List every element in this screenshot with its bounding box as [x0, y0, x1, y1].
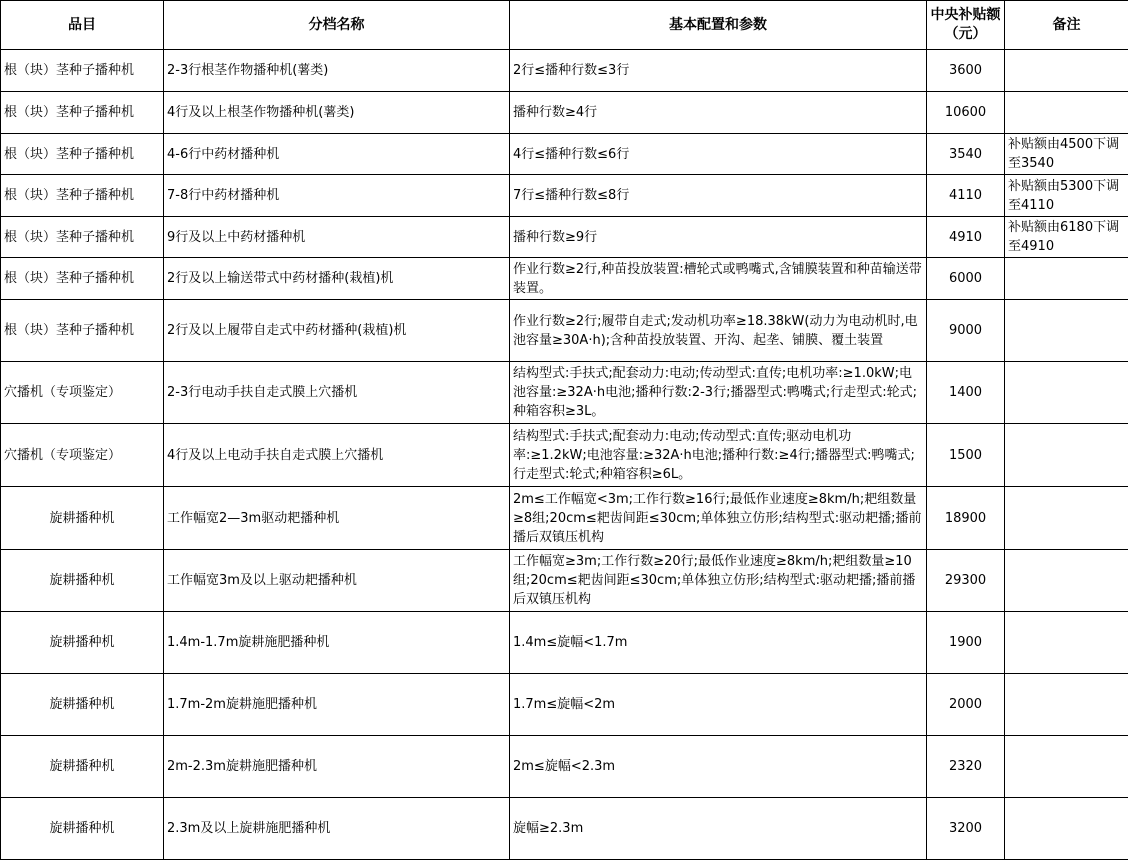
spec-cell: 结构型式:手扶式;配套动力:电动;传动型式:直传;电机功率:≥1.0kW;电池容量:≥32A·h电池;播种行数:2-3行;播器型式:鸭嘴式;行走型式:轮式;种箱容积≥3L。: [510, 362, 927, 424]
category-cell: 旋耕播种机: [1, 550, 164, 612]
note-cell: [1005, 674, 1128, 736]
note-cell: [1005, 92, 1128, 134]
category-cell: 根（块）茎种子播种机: [1, 92, 164, 134]
note-cell: [1005, 550, 1128, 612]
name-cell: 2-3行根茎作物播种机(薯类): [164, 50, 510, 92]
category-cell: 穴播机（专项鉴定）: [1, 424, 164, 487]
category-cell: 根（块）茎种子播种机: [1, 258, 164, 300]
subsidy-cell: 10600: [927, 92, 1005, 134]
table-row: [1, 258, 1128, 300]
spec-cell: 结构型式:手扶式;配套动力:电动;传动型式:直传;驱动电机功率:≥1.2kW;电池容量:≥32A·h电池;播种行数:≥4行;播器型式:鸭嘴式;行走型式:轮式;种箱容积≥6L。: [510, 424, 927, 487]
note-cell: [1005, 798, 1128, 860]
spec-cell: 作业行数≥2行,种苗投放装置:槽轮式或鸭嘴式,含铺膜装置和种苗输送带装置。: [510, 258, 927, 300]
name-cell: 1.7m-2m旋耕施肥播种机: [164, 674, 510, 736]
note-cell: [1005, 50, 1128, 92]
name-cell: 工作幅宽2—3m驱动耙播种机: [164, 487, 510, 550]
name-cell: 4-6行中药材播种机: [164, 134, 510, 175]
spec-cell: 作业行数≥2行;履带自走式;发动机功率≥18.38kW(动力为电动机时,电池容量≥30A·h);含种苗投放装置、开沟、起垄、铺膜、覆土装置: [510, 300, 927, 362]
subsidy-cell: 29300: [927, 550, 1005, 612]
name-cell: 工作幅宽3m及以上驱动耙播种机: [164, 550, 510, 612]
header-spec: 基本配置和参数: [510, 1, 927, 50]
note-cell: 补贴额由6180下调至4910: [1005, 217, 1128, 258]
category-cell: 穴播机（专项鉴定）: [1, 362, 164, 424]
subsidy-cell: 2320: [927, 736, 1005, 798]
subsidy-cell: 4110: [927, 175, 1005, 217]
subsidy-cell: 4910: [927, 217, 1005, 258]
table-row: [1, 424, 1128, 487]
category-cell: 旋耕播种机: [1, 798, 164, 860]
table-row: [1, 736, 1128, 798]
category-cell: 根（块）茎种子播种机: [1, 50, 164, 92]
table-row: [1, 487, 1128, 550]
note-cell: 补贴额由5300下调至4110: [1005, 175, 1128, 217]
table-row: [1, 50, 1128, 92]
subsidy-cell: 2000: [927, 674, 1005, 736]
header-category: 品目: [1, 1, 164, 50]
note-cell: [1005, 736, 1128, 798]
spec-cell: 4行≤播种行数≤6行: [510, 134, 927, 175]
category-cell: 旋耕播种机: [1, 612, 164, 674]
category-cell: 根（块）茎种子播种机: [1, 217, 164, 258]
subsidy-cell: 1900: [927, 612, 1005, 674]
header-note: 备注: [1005, 1, 1128, 50]
subsidy-cell: 3540: [927, 134, 1005, 175]
subsidy-cell: 1400: [927, 362, 1005, 424]
spec-cell: 2m≤旋幅<2.3m: [510, 736, 927, 798]
spec-cell: 2m≤工作幅宽<3m;工作行数≥16行;最低作业速度≥8km/h;耙组数量≥8组;20cm≤耙齿间距≤30cm;单体独立仿形;结构型式:驱动耙播;播前播后双镇压机构: [510, 487, 927, 550]
spec-cell: 2行≤播种行数≤3行: [510, 50, 927, 92]
category-cell: 根（块）茎种子播种机: [1, 300, 164, 362]
spec-cell: 播种行数≥4行: [510, 92, 927, 134]
spec-cell: 旋幅≥2.3m: [510, 798, 927, 860]
category-cell: 根（块）茎种子播种机: [1, 175, 164, 217]
name-cell: 4行及以上根茎作物播种机(薯类): [164, 92, 510, 134]
table-row: [1, 175, 1128, 217]
note-cell: [1005, 362, 1128, 424]
spec-cell: 1.7m≤旋幅<2m: [510, 674, 927, 736]
spec-cell: 1.4m≤旋幅<1.7m: [510, 612, 927, 674]
note-cell: [1005, 300, 1128, 362]
category-cell: 旋耕播种机: [1, 736, 164, 798]
spec-cell: 播种行数≥9行: [510, 217, 927, 258]
table-row: [1, 134, 1128, 175]
table-row: [1, 612, 1128, 674]
table-row: [1, 362, 1128, 424]
name-cell: 2行及以上履带自走式中药材播种(栽植)机: [164, 300, 510, 362]
name-cell: 2行及以上输送带式中药材播种(栽植)机: [164, 258, 510, 300]
table-row: [1, 550, 1128, 612]
note-cell: 补贴额由4500下调至3540: [1005, 134, 1128, 175]
note-cell: [1005, 487, 1128, 550]
name-cell: 4行及以上电动手扶自走式膜上穴播机: [164, 424, 510, 487]
spec-cell: 7行≤播种行数≤8行: [510, 175, 927, 217]
note-cell: [1005, 424, 1128, 487]
name-cell: 7-8行中药材播种机: [164, 175, 510, 217]
subsidy-cell: 3600: [927, 50, 1005, 92]
subsidy-cell: 6000: [927, 258, 1005, 300]
name-cell: 2-3行电动手扶自走式膜上穴播机: [164, 362, 510, 424]
category-cell: 旋耕播种机: [1, 674, 164, 736]
table-row: [1, 92, 1128, 134]
note-cell: [1005, 612, 1128, 674]
subsidy-cell: 1500: [927, 424, 1005, 487]
note-cell: [1005, 258, 1128, 300]
table-row: [1, 798, 1128, 860]
header-name: 分档名称: [164, 1, 510, 50]
name-cell: 2m-2.3m旋耕施肥播种机: [164, 736, 510, 798]
table-row: [1, 217, 1128, 258]
name-cell: 9行及以上中药材播种机: [164, 217, 510, 258]
name-cell: 1.4m-1.7m旋耕施肥播种机: [164, 612, 510, 674]
header-subsidy: 中央补贴额（元）: [927, 1, 1005, 50]
category-cell: 根（块）茎种子播种机: [1, 134, 164, 175]
header-row: [1, 1, 1128, 50]
subsidy-cell: 18900: [927, 487, 1005, 550]
table-row: [1, 300, 1128, 362]
name-cell: 2.3m及以上旋耕施肥播种机: [164, 798, 510, 860]
subsidy-cell: 9000: [927, 300, 1005, 362]
subsidy-cell: 3200: [927, 798, 1005, 860]
table-row: [1, 674, 1128, 736]
category-cell: 旋耕播种机: [1, 487, 164, 550]
spec-cell: 工作幅宽≥3m;工作行数≥20行;最低作业速度≥8km/h;耙组数量≥10组;20cm≤耙齿间距≤30cm;单体独立仿形;结构型式:驱动耙播;播前播后双镇压机构: [510, 550, 927, 612]
